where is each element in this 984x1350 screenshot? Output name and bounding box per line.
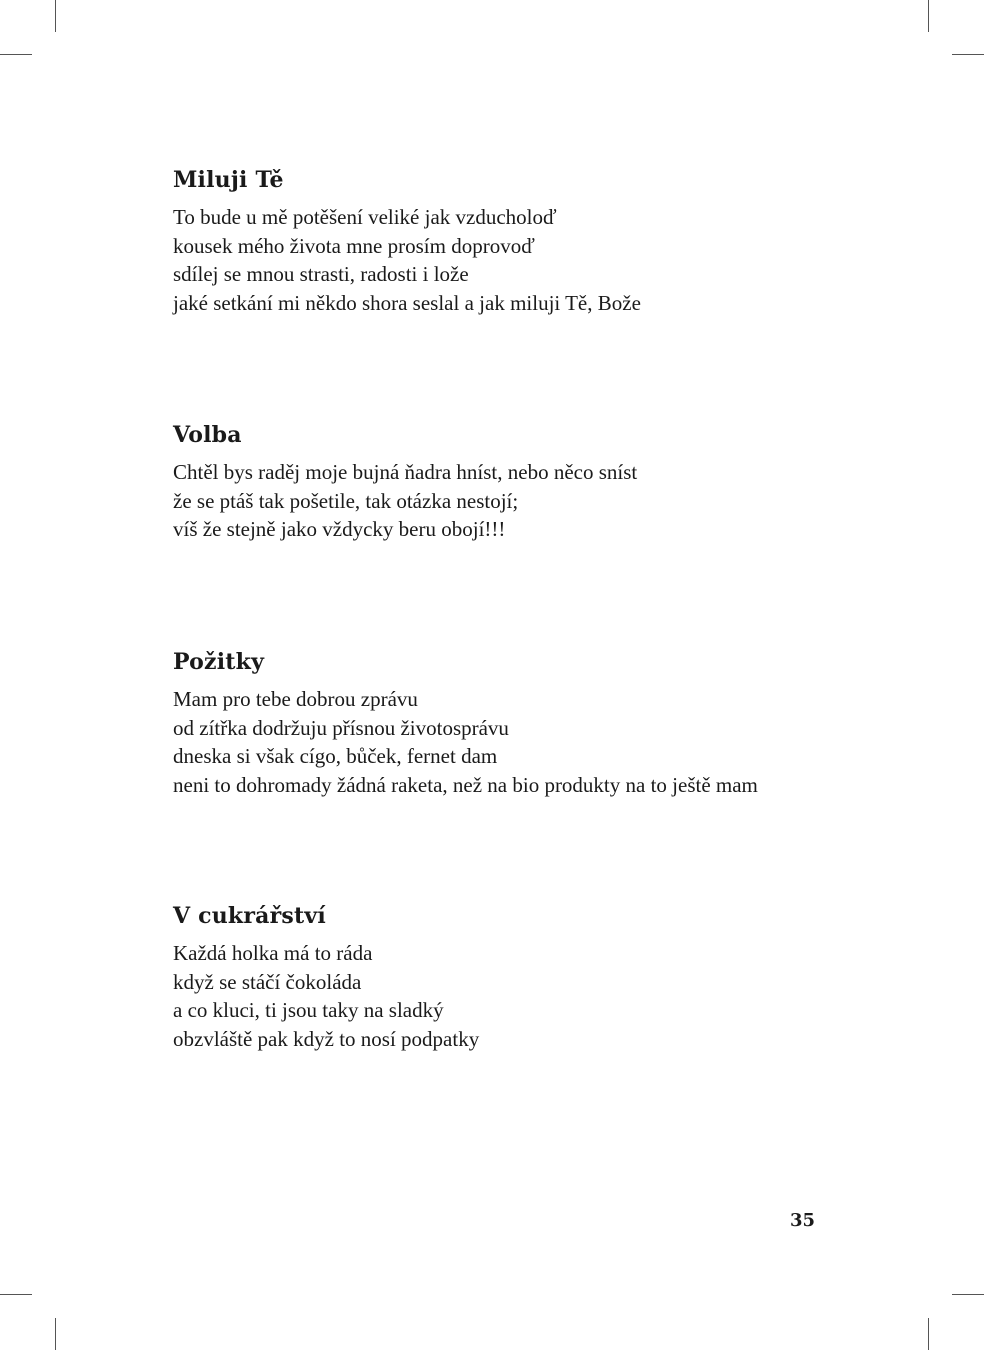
poem-line: Každá holka má to ráda	[173, 941, 373, 965]
poem-title: Miluji Tě	[173, 167, 284, 193]
page-number: 35	[790, 1210, 816, 1231]
crop-mark-top-right-vertical	[928, 0, 929, 32]
crop-mark-top-right-horizontal	[952, 54, 984, 55]
poem-v-cukrarstvi	[173, 903, 873, 1054]
poem-title: Volba	[173, 422, 242, 448]
poem-line: a co kluci, ti jsou taky na sladký	[173, 998, 444, 1023]
crop-mark-bottom-right-vertical	[928, 1318, 929, 1350]
poem-line: jaké setkání mi někdo shora seslal a jak miluji Tě, Bože	[173, 291, 641, 316]
poem-line: Mam pro tebe dobrou zprávu	[173, 687, 418, 711]
crop-mark-bottom-left-vertical	[55, 1318, 56, 1350]
poem-lines	[173, 685, 873, 800]
poem-line: víš že stejně jako vždycky beru obojí!!!	[173, 517, 506, 542]
poem-line: obzvláště pak když to nosí podpatky	[173, 1027, 480, 1052]
poem-title: V cukrářství	[173, 903, 326, 929]
poem-line: kousek mého života mne prosím doprovoď	[173, 233, 535, 258]
poem-line: To bude u mě potěšení veliké jak vzducholoď	[173, 205, 557, 229]
poem-line: od zítřka dodržuju přísnou životosprávu	[173, 715, 509, 740]
poem-lines	[173, 939, 873, 1054]
poem-line: že se ptáš tak pošetile, tak otázka nestojí;	[173, 488, 519, 513]
poem-lines	[173, 203, 873, 318]
poem-lines	[173, 458, 873, 544]
poem-line: Chtěl bys raděj moje bujná ňadra hníst, nebo něco sníst	[173, 460, 638, 484]
poem-line: neni to dohromady žádná raketa, než na bio produkty na to ještě mam	[173, 773, 758, 798]
poem-volba	[173, 422, 873, 544]
poem-pozitky	[173, 649, 873, 800]
crop-mark-top-left-horizontal	[0, 54, 32, 55]
crop-mark-top-left-vertical	[55, 0, 56, 32]
crop-mark-bottom-right-horizontal	[952, 1294, 984, 1295]
poem-line: když se stáčí čokoláda	[173, 969, 362, 994]
poem-line: sdílej se mnou strasti, radosti i lože	[173, 262, 469, 287]
poem-title: Požitky	[173, 649, 265, 675]
poem-line: dneska si však cígo, bůček, fernet dam	[173, 744, 498, 769]
poem-miluji-te	[173, 167, 873, 318]
crop-mark-bottom-left-horizontal	[0, 1294, 32, 1295]
